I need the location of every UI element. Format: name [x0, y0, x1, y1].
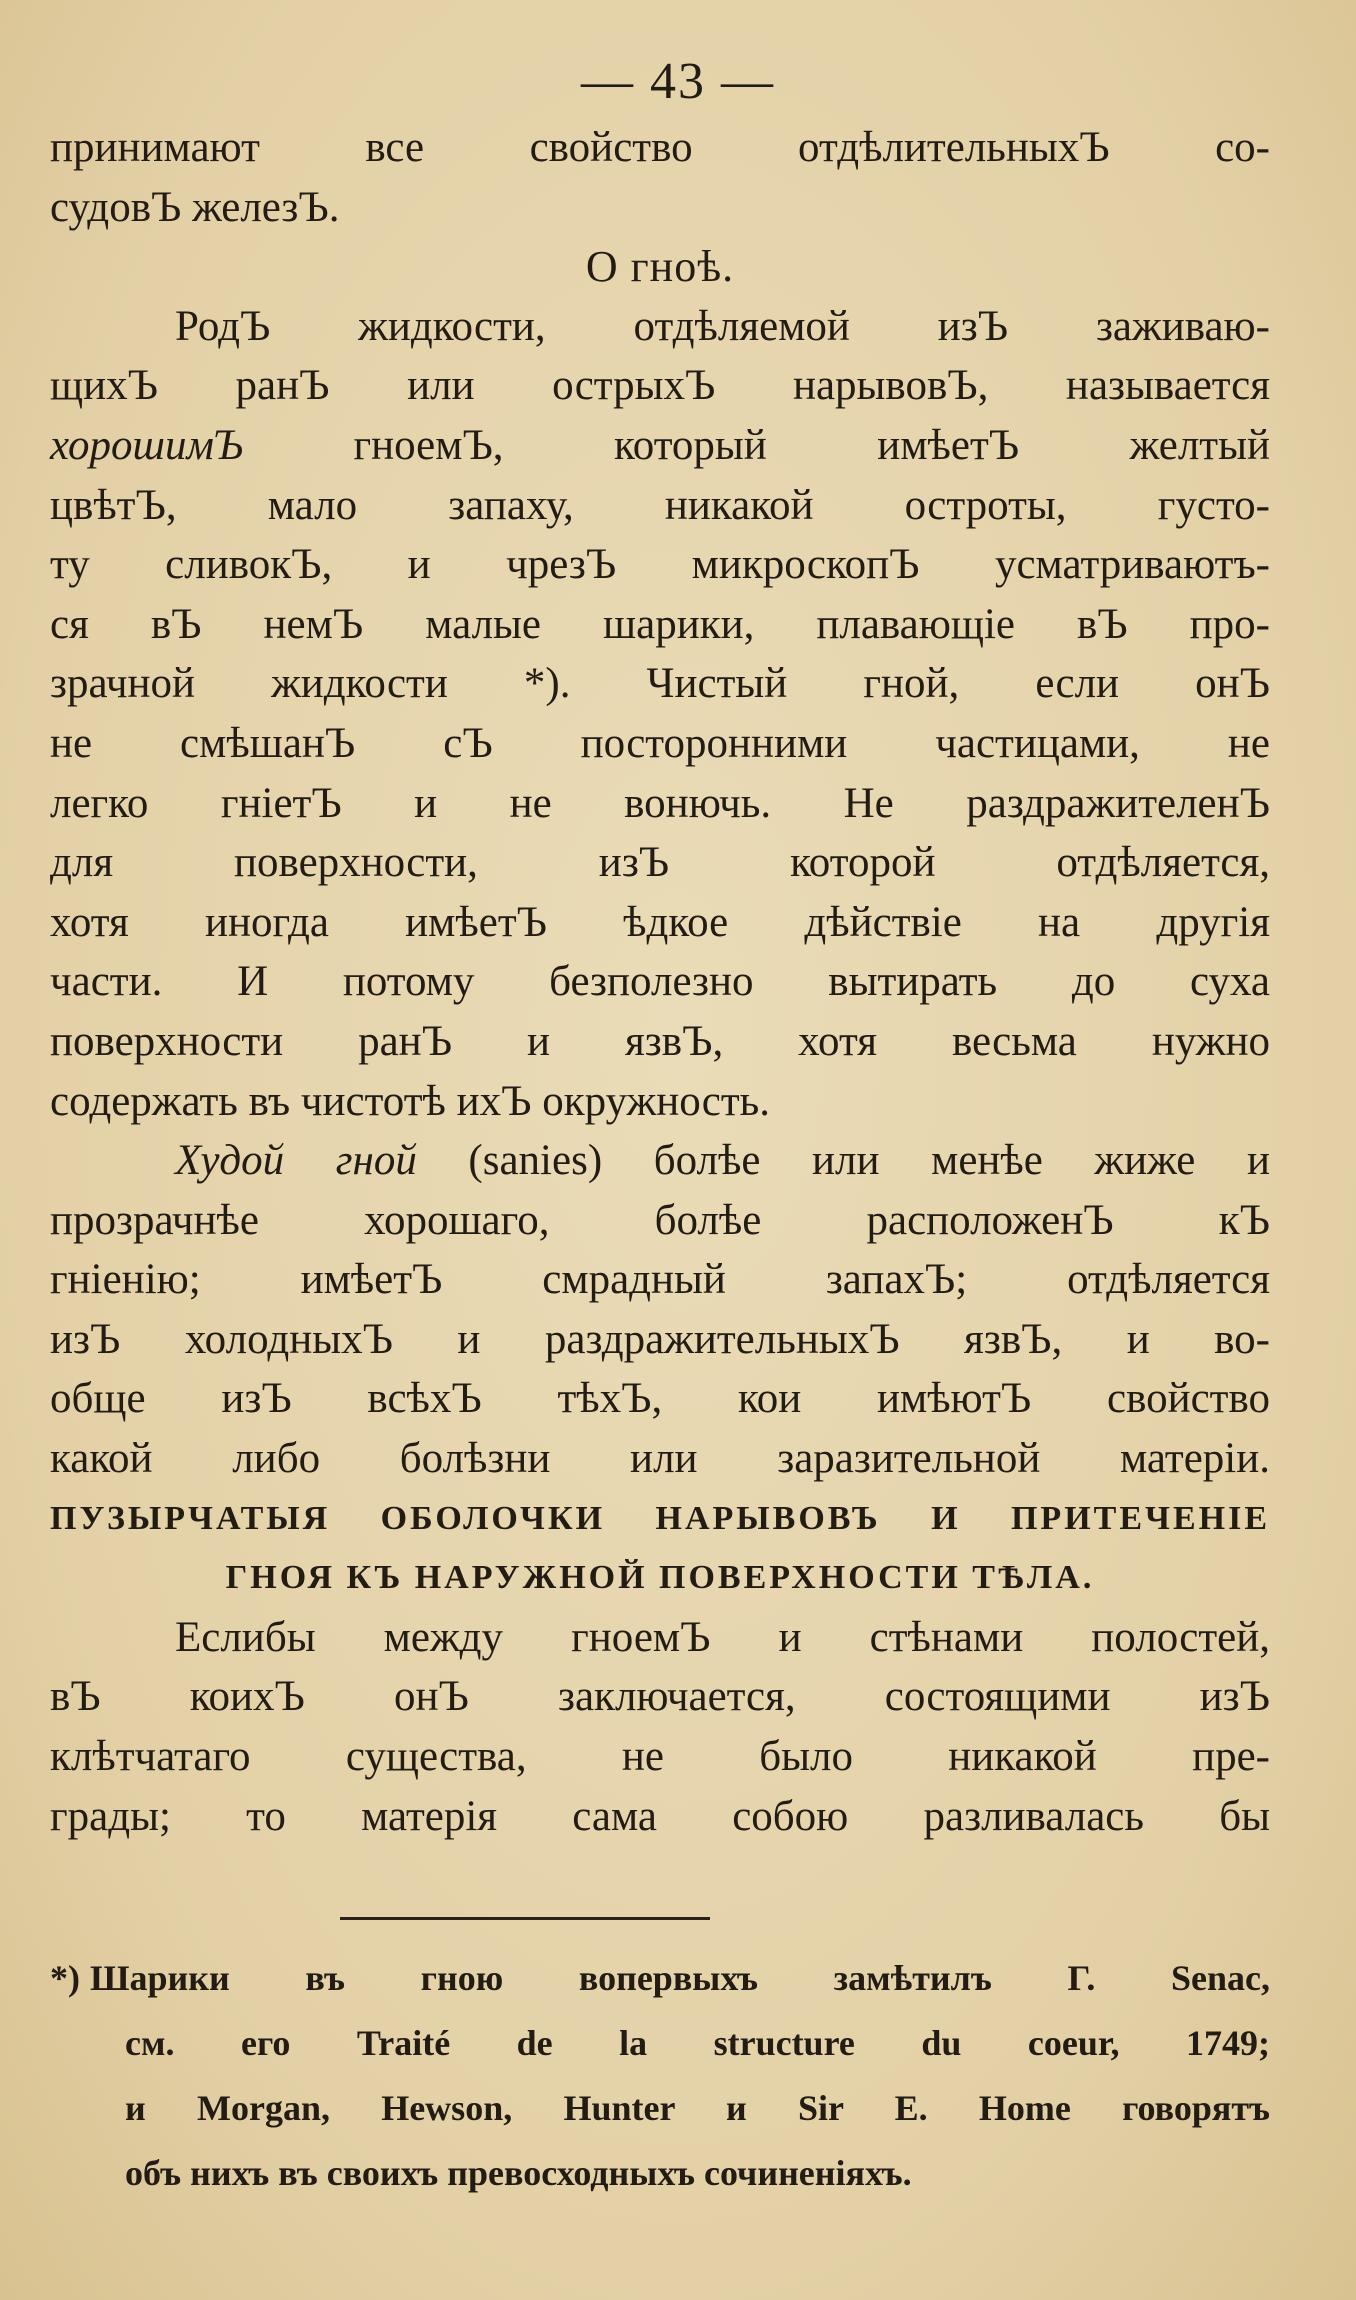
- text-run: хотя иногда имѣетЪ ѣдкое дѣйствіе на другія: [50, 898, 1270, 946]
- text-line: [50, 1012, 1270, 1072]
- text-line: [50, 1072, 1270, 1132]
- text-line: [50, 1310, 1270, 1370]
- footnote-line: и Morgan, Hewson, Hunter и Sir E. Home говорятъ: [125, 2088, 1270, 2128]
- text-line: [50, 774, 1270, 834]
- section-heading: [50, 237, 1270, 297]
- text-run: зрачной жидкости *). Чистый гной, если онЪ: [50, 660, 1270, 708]
- text-run: обще изЪ всѣхЪ тѣхЪ, кои имѣютЪ свойство: [50, 1375, 1270, 1423]
- text-run: РодЪ жидкости, отдѣляемой изЪ заживаю-: [175, 302, 1270, 350]
- text-run: для поверхности, изЪ которой отдѣляется,: [50, 839, 1270, 887]
- section-heading: [50, 1548, 1270, 1608]
- text-run: какой либо болѣзни или заразительной матеріи.: [50, 1435, 1270, 1483]
- text-run: цвѣтЪ, мало запаху, никакой остроты, густо-: [50, 481, 1270, 529]
- text-run: гніенію; имѣетЪ смрадный запахЪ; отдѣляется: [50, 1256, 1270, 1304]
- text-run: клѣтчатаго существа, не было никакой пре-: [50, 1733, 1270, 1781]
- text-line: [50, 1191, 1270, 1251]
- text-run: легко гніетЪ и не вонючь. Не раздражителенЪ: [50, 779, 1270, 827]
- text-line: [50, 1429, 1270, 1489]
- text-line: [50, 654, 1270, 714]
- italic-term: хорошимЪ: [50, 421, 243, 469]
- text-run: (sanies) болѣе или менѣе жиже и: [416, 1137, 1270, 1185]
- text-run: ГНОЯ КЪ НАРУЖНОЙ ПОВЕРХНОСТИ ТѢЛА.: [225, 1559, 1095, 1597]
- text-run: прозрачнѣе хорошаго, болѣе расположенЪ кЪ: [50, 1196, 1270, 1244]
- text-line: [50, 1369, 1270, 1429]
- page-number: — 43 —: [581, 53, 775, 110]
- text-run: принимают все свойство отдѣлительныхЪ со-: [50, 124, 1270, 171]
- text-run: гноемЪ, который имѣетЪ желтый: [242, 421, 1270, 469]
- text-run: изЪ холодныхЪ и раздражительныхЪ язвЪ, и во-: [50, 1315, 1270, 1363]
- footnote-line: см. его Traité de la structure du coeur, 1749;: [125, 2023, 1270, 2063]
- text-run: ся вЪ немЪ малые шарики, плавающіе вЪ про-: [50, 600, 1270, 648]
- text-line: [50, 1787, 1270, 1847]
- body-text: [50, 118, 1270, 1846]
- text-line: [50, 535, 1270, 595]
- text-run: содержать въ чистотѣ ихЪ окружность.: [50, 1077, 771, 1125]
- footnote-divider: [340, 1917, 710, 1920]
- text-run: ПУЗЫРЧАТЫЯ ОБОЛОЧКИ НАРЫВОВЪ И ПРИТЕЧЕНІЕ: [50, 1499, 1270, 1537]
- text-line: [50, 476, 1270, 536]
- text-run: не смѣшанЪ сЪ посторонними частицами, не: [50, 719, 1270, 767]
- text-line: [50, 595, 1270, 655]
- italic-term: Худой гной: [175, 1137, 417, 1185]
- text-run: Еслибы между гноемЪ и стѣнами полостей,: [175, 1613, 1270, 1661]
- text-line: [50, 893, 1270, 953]
- footnote-marker: *): [50, 1958, 80, 1998]
- text-line: [50, 297, 1270, 357]
- text-run: части. И потому безполезно вытирать до суха: [50, 958, 1270, 1006]
- footnote-line: объ нихъ въ своихъ превосходныхъ сочиненіяхъ.: [125, 2153, 912, 2193]
- text-run: О гноѣ.: [585, 242, 735, 292]
- text-line: [50, 1667, 1270, 1727]
- section-heading: [50, 1489, 1270, 1549]
- text-line: [50, 178, 1270, 238]
- text-line: [50, 416, 1270, 476]
- footnote-line: *) Шарики въ гною вопервыхъ замѣтилъ Г. Senac,: [50, 1958, 1270, 1998]
- text-line: [50, 356, 1270, 416]
- text-run: поверхности ранЪ и язвЪ, хотя весьма нужно: [50, 1017, 1270, 1065]
- text-line: [50, 1727, 1270, 1787]
- text-line: [50, 1131, 1270, 1191]
- text-line: [50, 714, 1270, 774]
- text-line: [50, 952, 1270, 1012]
- text-run: грады; то матерія сама собою разливалась бы: [50, 1792, 1270, 1840]
- text-run: вЪ коихЪ онЪ заключается, состоящими изЪ: [50, 1673, 1270, 1721]
- text-run: ту сливокЪ, и чрезЪ микроскопЪ усматриваютъ-: [50, 541, 1270, 589]
- text-line: [50, 118, 1270, 178]
- text-run: щихЪ ранЪ или острыхЪ нарывовЪ, называется: [50, 362, 1270, 410]
- text-line: [50, 1250, 1270, 1310]
- text-run: судовЪ железЪ.: [50, 183, 340, 231]
- text-line: [50, 833, 1270, 893]
- text-line: [50, 1608, 1270, 1668]
- footnote: [50, 1946, 1270, 2206]
